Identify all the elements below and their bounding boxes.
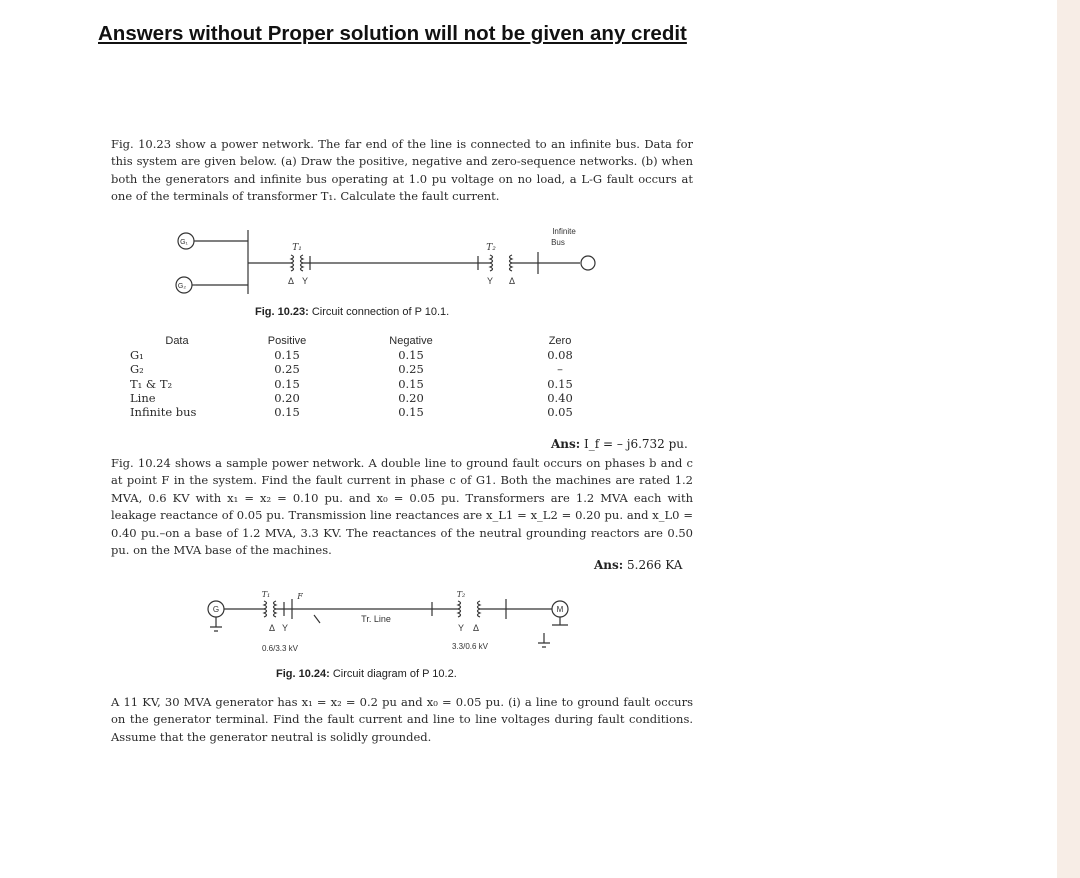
table-row: Infinite bus 0.15 0.15 0.05 xyxy=(130,405,573,420)
page-edge-strip xyxy=(1057,0,1080,878)
g2-label: G₂ xyxy=(177,283,187,290)
t1-delta-label: Δ xyxy=(287,276,295,286)
fault-point-label: F xyxy=(297,592,303,601)
table-row: G₁ 0.15 0.15 0.08 xyxy=(130,348,573,363)
t2-label-fig2: T₂ xyxy=(456,590,466,599)
table-row: T₁ & T₂ 0.15 0.15 0.15 xyxy=(130,376,573,391)
table-row: G₂ 0.25 0.25 – xyxy=(130,362,563,377)
voltage-t2-label: 3.3/0.6 kV xyxy=(451,642,489,651)
table-row: Line 0.20 0.20 0.40 xyxy=(130,390,573,405)
problem1-text: Fig. 10.23 show a power network. The far end of the line is connected to an infinite bus. Data for this system are given below. (a) Draw the positive, negative and zero-sequence networks. (b) when both the generators and infinite bus operating at 1.0 pu voltage on no load, a L-G fault occurs at one of the terminals of transformer T₁. Calculate the fault current. xyxy=(111,137,693,204)
voltage-t1-label: 0.6/3.3 kV xyxy=(261,644,299,653)
t1-delta-label-fig2: Δ xyxy=(268,623,276,633)
col-header-negative: Negative xyxy=(389,335,433,347)
t1-wye-label: Y xyxy=(301,276,309,286)
figure-10-24 xyxy=(196,585,596,655)
col-header-zero: Zero xyxy=(548,335,572,347)
infinite-bus-label-1: Infinite xyxy=(552,227,576,236)
problem1-answer: Ans: I_f = – j6.732 pu. xyxy=(551,437,688,451)
problem3-text: A 11 KV, 30 MVA generator has x₁ = x₂ = 0.2 pu and x₀ = 0.05 pu. (i) a line to ground fault occurs on the generator terminal. Find the fault current and line to line voltages during fault conditions. Assume that the generator neutral is solidly grounded. xyxy=(111,695,693,744)
g1-label: G₁ xyxy=(180,239,188,246)
page-header: Answers without Proper solution will not be given any credit xyxy=(98,22,687,45)
t1-label: T₁ xyxy=(292,243,302,253)
t1-label-fig2: T₁ xyxy=(261,590,271,599)
figure-10-23-caption: Fig. 10.23: Circuit connection of P 10.1. xyxy=(255,306,450,318)
infinite-bus-label-2: Bus xyxy=(551,238,565,247)
t2-wye-label-fig2: Y xyxy=(457,623,465,633)
table-header-row xyxy=(130,333,648,348)
tr-line-label: Tr. Line xyxy=(361,614,391,624)
t1-wye-label-fig2: Y xyxy=(281,623,289,633)
problem2-text: Fig. 10.24 shows a sample power network. A double line to ground fault occurs on phases b and c at point F in the system. Find the fault current in phase c of G1. Both the machines are rated 1.2 MVA, 0.6 KV with x₁ = x₂ = 0.10 pu. and x₀ = 0.05 pu. Transformers are 1.2 MVA each with leakage reactance of 0.05 pu. Transmission line reactances are x_L1 = x_L2 = 0.20 pu. and x_L0 = 0.40 pu.–on a base of 1.2 MVA, 3.3 KV. The reactances of the neutral grounding reactors are 0.50 pu. on the MVA base of the machines. xyxy=(111,456,693,558)
g-label: G xyxy=(212,605,220,614)
figure-10-23 xyxy=(160,222,620,298)
figure-10-24-caption: Fig. 10.24: Circuit diagram of P 10.2. xyxy=(276,668,457,680)
m-label: M xyxy=(556,605,564,614)
t2-wye-label: Y xyxy=(486,276,494,286)
col-header-data: Data xyxy=(165,335,189,347)
t2-delta-label-fig2: Δ xyxy=(472,623,480,633)
t2-label: T₂ xyxy=(486,243,496,253)
col-header-positive: Positive xyxy=(267,335,307,347)
infinite-bus-symbol xyxy=(581,256,595,270)
t2-delta-label: Δ xyxy=(508,276,516,286)
problem2-answer: Ans: 5.266 KA xyxy=(594,558,683,572)
sequence-data-table xyxy=(130,333,648,419)
